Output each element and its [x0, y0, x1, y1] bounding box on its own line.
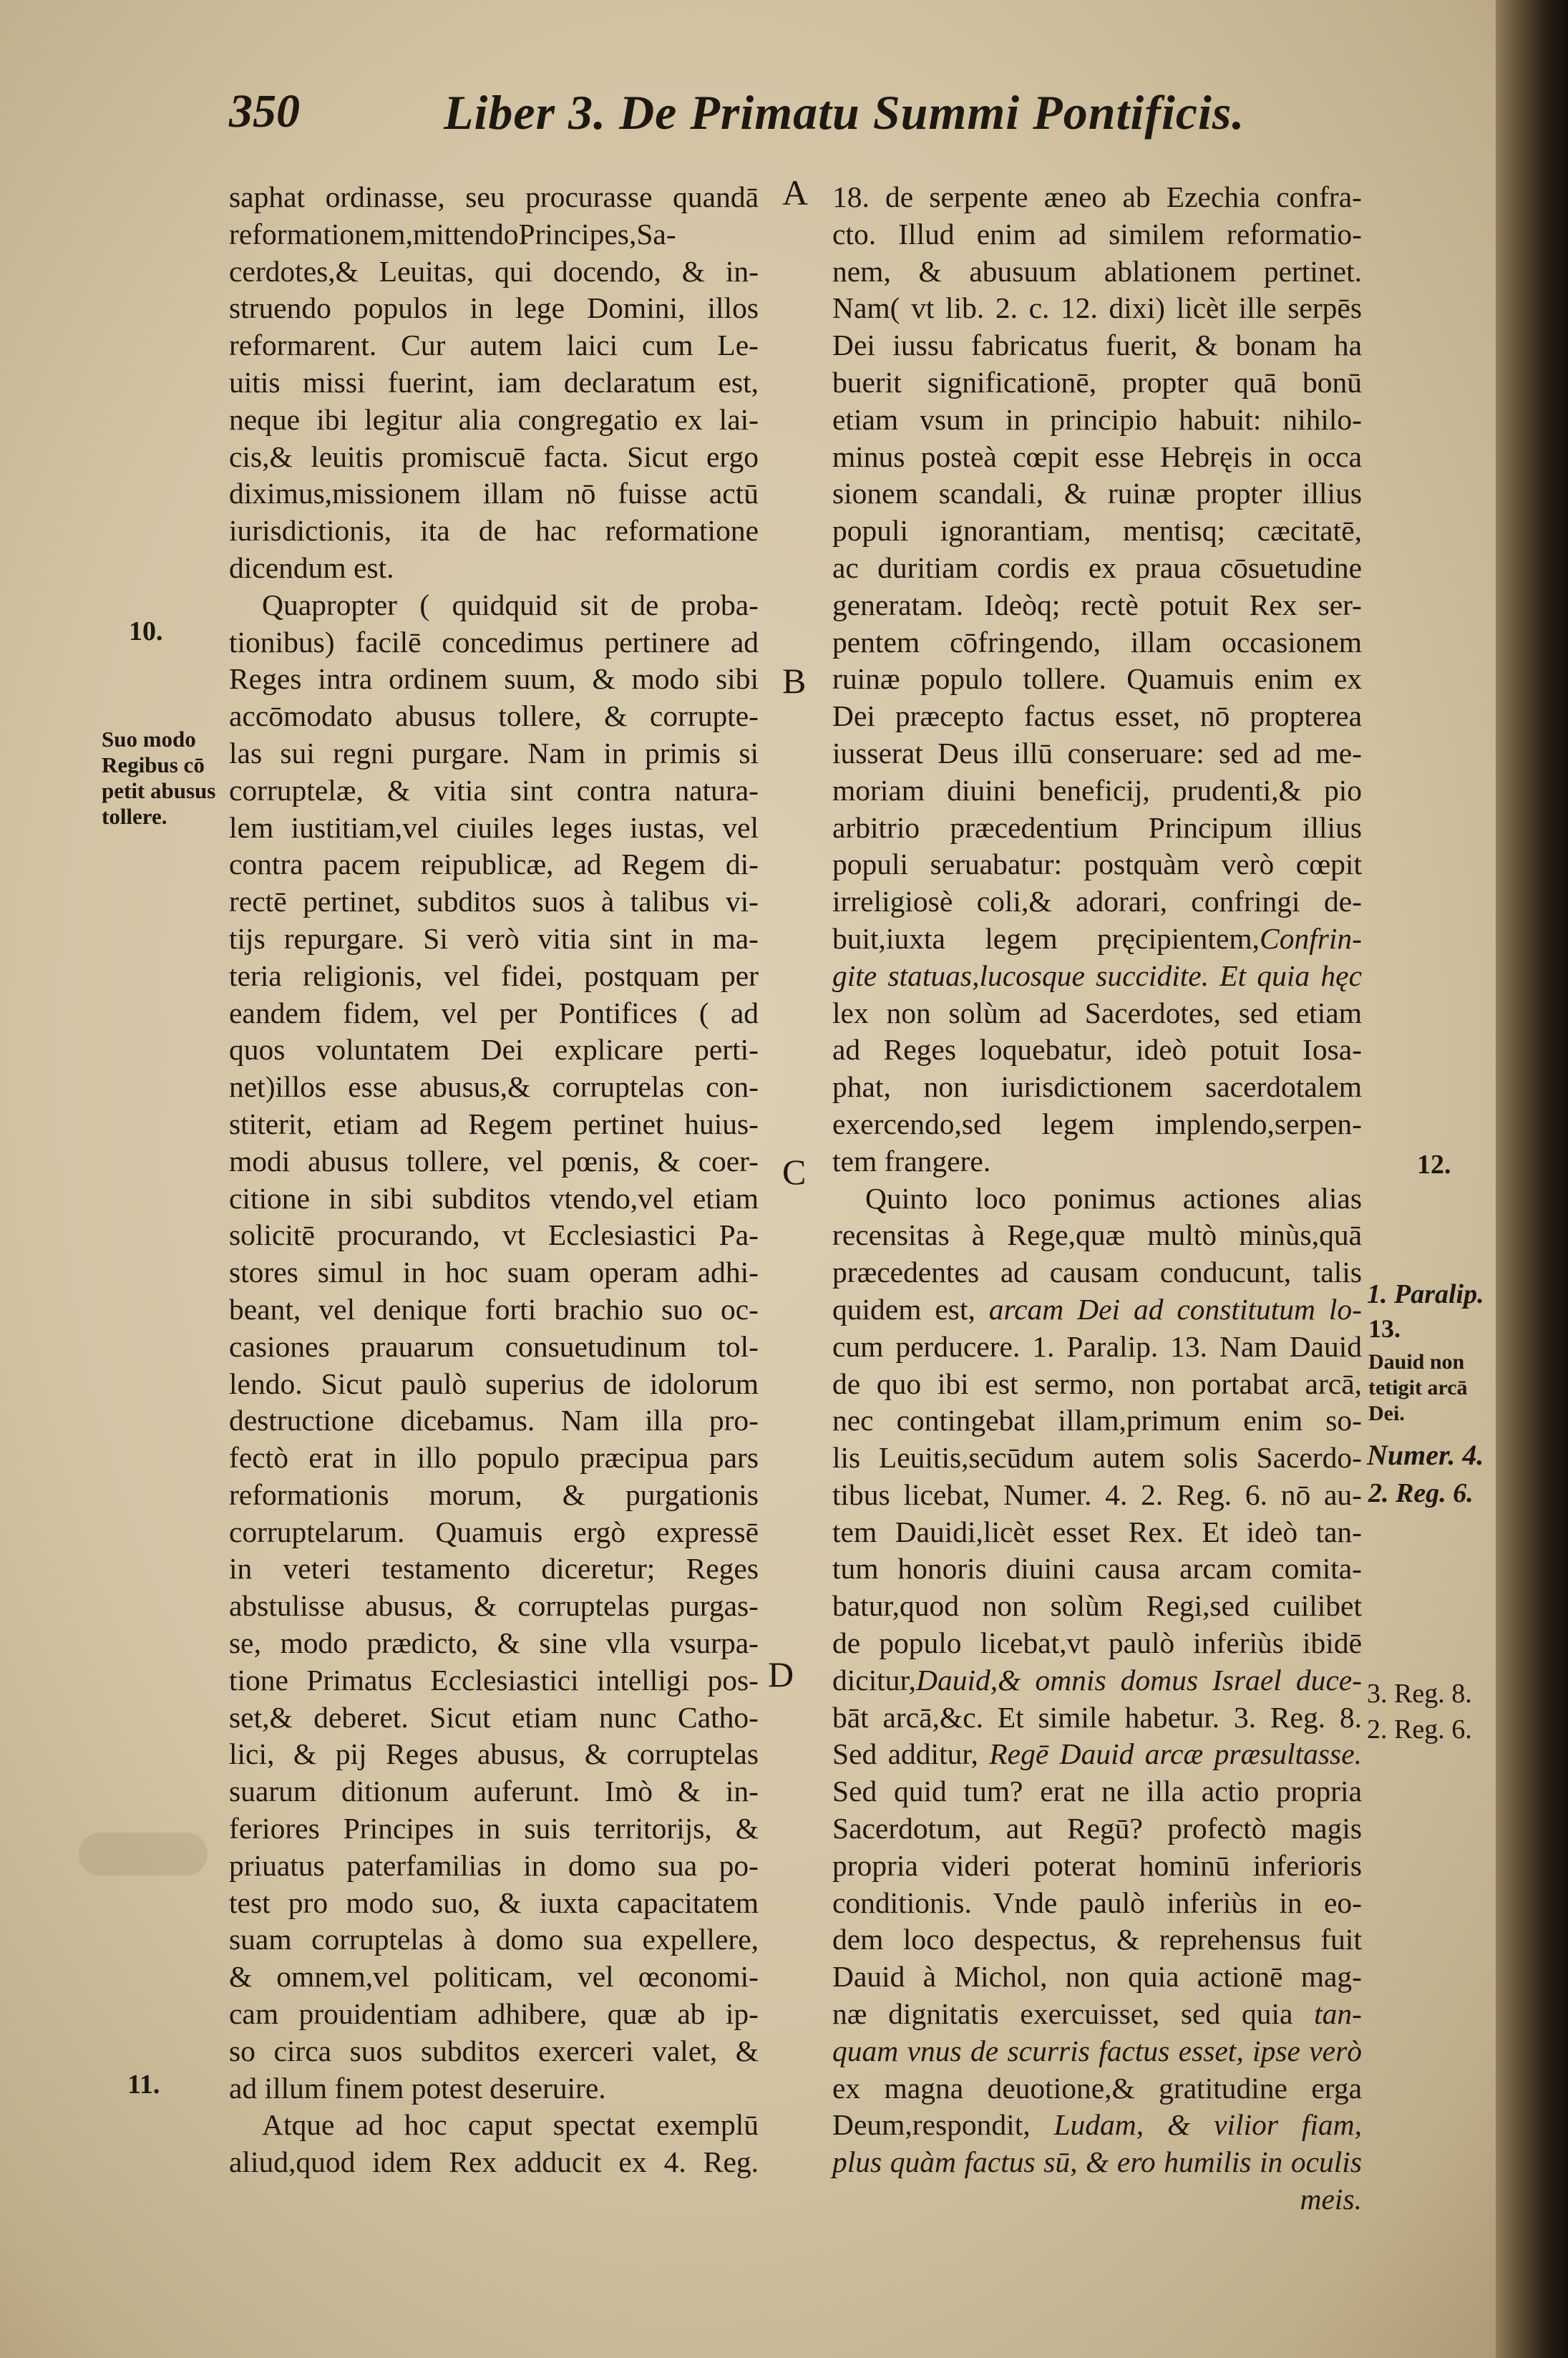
text-line: corruptelæ, & vitia sint contra natura- [229, 773, 759, 807]
text-line: tum honoris diuini causa arcam comita- [832, 1552, 1362, 1586]
text-line: Dauid à Michol, non quia actionē mag- [832, 1960, 1362, 1994]
margin-ref-3reg8: 3. Reg. 8. [1367, 1679, 1472, 1709]
margin-note-line: tetigit arcā [1368, 1376, 1468, 1399]
text-line: teria religionis, vel fidei, postquam per [229, 959, 759, 992]
margin-number-12: 12. [1417, 1150, 1451, 1180]
text-line [832, 2107, 1362, 2144]
margin-note-line: tollere. [102, 804, 167, 829]
section-letter-b: B [782, 661, 807, 701]
text-line: pentem cōfringendo, illam occasionem [832, 625, 1362, 659]
text-line: cum perducere. 1. Paralip. 13. Nam Dauid [832, 1329, 1362, 1363]
text-line: tione Primatus Ecclesiastici intelligi pos- [229, 1663, 759, 1697]
text-line: Reges intra ordinem suum, & modo sibi [229, 662, 759, 696]
text-run: quidem est, [832, 1292, 975, 1326]
text-line: lici, & pij Reges abusus, & corruptelas [229, 1737, 759, 1771]
text-line: recensitas à Rege,quæ multò minùs,quā [832, 1218, 1362, 1252]
text-line: beant, vel denique forti brachio suo oc- [229, 1292, 759, 1326]
text-line: cam prouidentiam adhibere, quæ ab ip- [229, 1997, 759, 2031]
text-line: cerdotes,& Leuitas, qui docendo, & in- [229, 254, 759, 288]
italic-run: tan- [1314, 1997, 1363, 2031]
text-line: corruptelarum. Quamuis ergò expressē [229, 1515, 759, 1548]
text-line: phat, non iurisdictionem sacerdotalem [832, 1070, 1362, 1104]
text-line: ruinæ populo tollere. Quamuis enim ex [832, 662, 1362, 696]
text-line: ex magna deuotione,& gratitudine erga [832, 2071, 1362, 2105]
text-line: gite statuas,lucosque succidite. Et quia hęc [832, 959, 1362, 992]
text-line: nec contingebat illam,primum enim so- [832, 1404, 1362, 1437]
book-gutter [1496, 0, 1568, 2358]
text-line: & omnem,vel politicam, vel œconomi- [229, 1960, 759, 1994]
text-line: arbitrio præcedentium Principum illius [832, 810, 1362, 844]
margin-ref-13: 13. [1368, 1314, 1401, 1343]
text-line: de quo ibi est sermo, non portabat arcā, [832, 1367, 1362, 1400]
text-line: lex non solùm ad Sacerdotes, sed etiam [832, 996, 1362, 1029]
text-line: ad Reges loquebatur, ideò potuit Iosa- [832, 1033, 1362, 1067]
text-line: Dei præcepto factus esset, nō propterea [832, 699, 1362, 733]
text-line: neque ibi legitur alia congregatio ex lai- [229, 402, 759, 436]
text-line: sionem scandali, & ruinæ propter illius [832, 477, 1362, 510]
text-line: moriam diuini beneficij, prudenti,& pio [832, 773, 1362, 807]
margin-note-line: petit abusus [102, 778, 216, 803]
text-line: lem iustitiam,vel ciuiles leges iustas, vel [229, 810, 759, 844]
text-line: quam vnus de scurris factus esset, ipse verò [832, 2034, 1362, 2067]
text-column-right [832, 179, 1362, 2218]
italic-run: arcam Dei ad constitutum lo- [988, 1292, 1362, 1326]
text-line [832, 1291, 1362, 1329]
section-letter-c: C [782, 1152, 807, 1192]
text-line [832, 921, 1362, 958]
text-line: net)illos esse abusus,& corruptelas con- [229, 1070, 759, 1104]
text-line: se, modo prædicto, & sine vlla vsurpa- [229, 1626, 759, 1660]
text-line: stores simul in hoc suam operam adhi- [229, 1256, 759, 1289]
text-line: tijs repurgare. Si verò vitia sint in ma- [229, 921, 759, 955]
text-line: abstulisse abusus, & corruptelas purgas- [229, 1589, 759, 1623]
text-line: generatam. Ideòq; rectè potuit Rex ser- [832, 588, 1362, 621]
italic-run: Confrin- [1260, 921, 1362, 955]
text-run: buit,iuxta legem pręcipientem, [832, 921, 1260, 955]
text-line: Quinto loco ponimus actiones alias [865, 1181, 1362, 1215]
text-line: eandem fidem, vel per Pontifices ( ad [229, 996, 759, 1029]
margin-note-right [1368, 1349, 1504, 1427]
text-line: priuatus paterfamilias in domo sua po- [229, 1848, 759, 1882]
text-line: propria videri poterat hominū inferioris [832, 1848, 1362, 1882]
text-line: destructione dicebamus. Nam illa pro- [229, 1404, 759, 1437]
text-line: tem frangere. [832, 1144, 991, 1178]
text-line: præcedentes ad causam conducunt, talis [832, 1256, 1362, 1289]
text-line: etiam vsum in principio habuit: nihilo- [832, 402, 1362, 436]
page-stain [79, 1833, 208, 1876]
margin-note-line: Regibus cō [102, 752, 205, 777]
text-line: aliud,quod idem Rex adducit ex 4. Reg. [229, 2145, 759, 2179]
text-run: Deum,respondit, [832, 2108, 1031, 2142]
text-run: Sed additur, [832, 1737, 978, 1771]
margin-ref-paralip: 1. Paralip. [1367, 1279, 1484, 1309]
text-line: reformationis morum, & purgationis [229, 1478, 759, 1511]
text-column-left [229, 179, 759, 2181]
text-line: in veteri testamento diceretur; Reges [229, 1552, 759, 1586]
italic-run: Dauid,& omnis domus Israel duce- [916, 1663, 1362, 1697]
text-line: Quapropter ( quidquid sit de proba- [262, 588, 759, 621]
text-line: reformationem,mittendoPrincipes,Sa- [229, 217, 676, 251]
margin-number-11: 11. [127, 2070, 160, 2100]
text-line: saphat ordinasse, seu procurasse quandā [229, 180, 759, 213]
text-line [832, 1736, 1362, 1773]
text-line: quos voluntatem Dei explicare perti- [229, 1033, 759, 1067]
text-line: reformarent. Cur autem laici cum Le- [229, 329, 759, 362]
text-line: citione in sibi subditos vtendo,vel etiam [229, 1181, 759, 1215]
text-line: accōmodato abusus tollere, & corrupte- [229, 699, 759, 733]
margin-ref-2reg6b: 2. Reg. 6. [1367, 1714, 1472, 1745]
text-line: batur,quod non solùm Regi,sed cuilibet [832, 1589, 1362, 1623]
section-letter-d: D [768, 1654, 794, 1694]
text-run: næ dignitatis exercuisset, sed quia [832, 1997, 1293, 2031]
text-line: ac duritiam cordis ex praua cōsuetudine [832, 550, 1362, 584]
text-line [832, 1662, 1362, 1699]
text-line: plus quàm factus sū, & ero humilis in oculis [832, 2145, 1362, 2179]
text-line: meis. [1300, 2183, 1362, 2216]
text-line: conditionis. Vnde paulò inferiùs in eo- [832, 1886, 1362, 1919]
text-line: set,& deberet. Sicut etiam nunc Catho- [229, 1700, 759, 1734]
text-line: rectē pertinet, subditos suos à talibus vi- [229, 885, 759, 918]
text-line: tem Dauidi,licèt esset Rex. Et ideò tan- [832, 1515, 1362, 1548]
section-letter-a: A [782, 173, 809, 213]
margin-note-line: Suo modo [102, 727, 196, 752]
text-line: dicendum est. [229, 550, 394, 584]
margin-number-10: 10. [129, 616, 163, 646]
text-line: Sed quid tum? erat ne illa actio propria [832, 1775, 1362, 1808]
text-line: lendo. Sicut paulò superius de idolorum [229, 1367, 759, 1400]
text-line: casiones prauarum consuetudinum tol- [229, 1329, 759, 1363]
italic-run: Ludam, & vilior fiam, [1053, 2108, 1362, 2142]
text-line: fectò erat in illo populo præcipua pars [229, 1441, 759, 1475]
text-line: contra pacem reipublicæ, ad Regem di- [229, 848, 759, 881]
text-line: modi abusus tollere, vel pœnis, & coer- [229, 1144, 759, 1178]
text-line: tionibus) facilē concedimus pertinere ad [229, 625, 759, 659]
text-line: solicitē procurando, vt Ecclesiastici Pa- [229, 1218, 759, 1252]
text-line: las sui regni purgare. Nam in primis si [229, 736, 759, 770]
text-line: cis,& leuitis promiscuē facta. Sicut ergo [229, 440, 759, 473]
margin-note-line: Dei. [1368, 1402, 1405, 1425]
text-line: so circa suos subditos exerceri valet, & [229, 2034, 759, 2067]
text-line: Sacerdotum, aut Regū? profectò magis [832, 1812, 1362, 1845]
text-line: dem loco despectus, & reprehensus fuit [832, 1923, 1362, 1956]
text-line: Nam( vt lib. 2. c. 12. dixi) licèt ille serpēs [832, 291, 1362, 325]
text-line: irreligiosè coli,& adorari, confringi de- [832, 885, 1362, 918]
text-line: cto. Illud enim ad similem reformatio- [832, 217, 1362, 251]
margin-ref-numer: Numer. 4. [1367, 1439, 1484, 1471]
text-line: lis Leuitis,secūdum autem solis Sacerdo- [832, 1441, 1362, 1475]
text-line: iurisdictionis, ita de hac reformatione [229, 514, 759, 548]
text-line: nem, & abusuum ablationem pertinet. [832, 254, 1362, 288]
text-line: feriores Principes in suis territorijs, & [229, 1812, 759, 1845]
text-line: exercendo,sed legem implendo,serpen- [832, 1107, 1362, 1140]
text-line: struendo populos in lege Domini, illos [229, 291, 759, 325]
text-line: Atque ad hoc caput spectat exemplū [262, 2108, 759, 2142]
text-line: stiterit, etiam ad Regem pertinet huius- [229, 1107, 759, 1140]
text-line: diximus,missionem illam nō fuisse actū [229, 477, 759, 510]
text-line: de populo licebat,vt paulò inferiùs ibidē [832, 1626, 1362, 1660]
text-line: suam corruptelas à domo sua expellere, [229, 1923, 759, 1956]
text-line: ad illum finem potest deseruire. [229, 2071, 606, 2105]
text-line: minus posteà cœpit esse Hebręis in occa [832, 440, 1362, 473]
text-line: populi ignorantiam, mentisq; cæcitatē, [832, 514, 1362, 548]
text-line: tibus licebat, Numer. 4. 2. Reg. 6. nō au- [832, 1478, 1362, 1511]
text-line [832, 1996, 1362, 2033]
text-run: dicitur, [832, 1663, 917, 1697]
text-line: uitis missi fuerint, iam declaratum est, [229, 365, 759, 399]
text-line: buerit significationē, propter quā bonū [832, 365, 1362, 399]
text-line: 18. de serpente æneo ab Ezechia confra- [832, 180, 1362, 213]
page-header [229, 84, 1302, 149]
text-line: Dei iussu fabricatus fuerit, & bonam ha [832, 329, 1362, 362]
page-number: 350 [229, 85, 300, 137]
text-line: iusserat Deus illū conseruare: sed ad me- [832, 736, 1362, 770]
text-line: test pro modo suo, & iuxta capacitatem [229, 1886, 759, 1919]
text-line: suarum ditionum auferunt. Imò & in- [229, 1775, 759, 1808]
text-line: bāt arcā,&c. Et simile habetur. 3. Reg. 8. [832, 1700, 1362, 1734]
text-line: populi seruabatur: postquàm verò cœpit [832, 848, 1362, 881]
margin-note-left [102, 727, 223, 830]
italic-run: Regē Dauid arcæ præsultasse. [989, 1737, 1362, 1771]
margin-ref-2reg6: 2. Reg. 6. [1368, 1478, 1474, 1508]
margin-note-line: Dauid non [1368, 1350, 1465, 1374]
running-title: Liber 3. De Primatu Summi Pontificis. [444, 85, 1245, 140]
